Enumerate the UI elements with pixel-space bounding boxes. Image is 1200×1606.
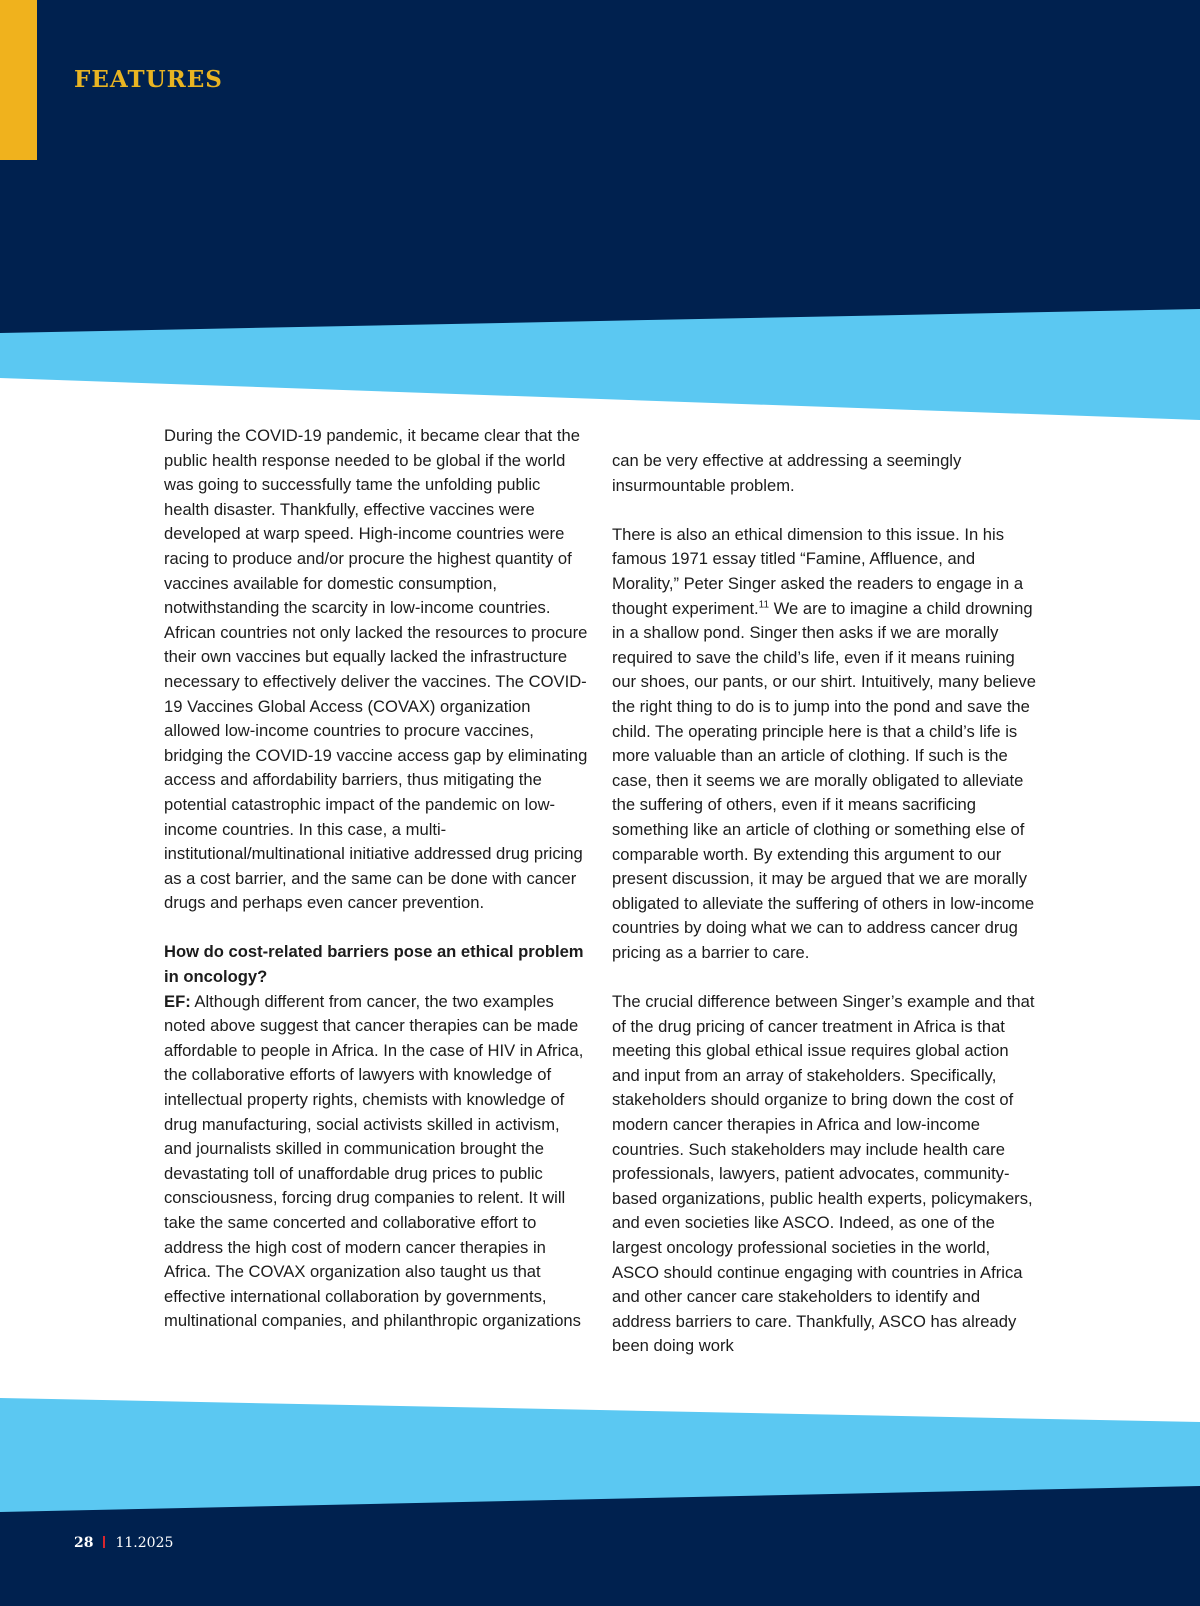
- interview-question: How do cost-related barriers pose an ethical problem in oncology?: [164, 942, 584, 987]
- gold-accent-bar: [0, 0, 37, 160]
- interview-answer: [164, 990, 589, 1334]
- body-paragraph: [612, 523, 1037, 966]
- answer-speaker-initials: EF:: [164, 991, 191, 1011]
- reference-superscript: 11: [758, 599, 770, 611]
- page-number: 28: [74, 1535, 94, 1551]
- issue-date: 11.2025: [115, 1535, 174, 1551]
- paragraph-text: There is also an ethical dimension to this issue. In his famous 1971 essay titled “Famine, Affluence, and Morality,” Peter Singer asked the readers to engage in a thought experiment.: [612, 524, 1024, 618]
- body-paragraph: During the COVID-19 pandemic, it became clear that the public health response needed to be global if the world was going to successfully tame the unfolding public health disaster. Thankfully, effective vaccines were developed at warp speed. High-income countries were racing to produce and/or procure the highest quantity of vaccines available for domestic consumption, notwithstanding the scarcity in low-income countries. African countries not only lacked the resources to procure their own vaccines but equally lacked the infrastructure necessary to effectively deliver the vaccines. The COVID-19 Vaccines Global Access (COVAX) organization allowed low-income countries to procure vaccines, bridging the COVID-19 vaccine access gap by eliminating access and affordability barriers, thus mitigating the potential catastrophic impact of the pandemic on low-income countries. In this case, a multi-institutional/multinational initiative addressed drug pricing as a cost barrier, and the same can be done with cancer drugs and perhaps even cancer prevention.: [164, 426, 588, 913]
- article-column-right: [612, 449, 1037, 1359]
- navy-header-band: [0, 0, 1200, 340]
- article-column-left: [164, 424, 589, 1334]
- section-label: FEATURES: [74, 66, 223, 93]
- page-folio: [74, 1535, 173, 1551]
- folio-divider: [103, 1536, 105, 1548]
- body-paragraph: The crucial difference between Singer’s example and that of the drug pricing of cancer treatment in Africa is that meeting this global ethical issue requires global action and input from an array of stakeholders. Specifically, stakeholders should organize to bring down the cost of modern cancer therapies in Africa and low-income countries. Such stakeholders may include health care professionals, lawyers, patient advocates, community-based organizations, public health experts, policymakers, and even societies like ASCO. Indeed, as one of the largest oncology professional societies in the world, ASCO should continue engaging with countries in Africa and other cancer care stakeholders to identify and address barriers to care. Thankfully, ASCO has already been doing work: [612, 992, 1035, 1356]
- paragraph-text: We are to imagine a child drowning in a shallow pond. Singer then asks if we are morally required to save the child’s life, even if it means ruining our shoes, our pants, or our shirt. Intuitively, many believe the right thing to do is to jump into the pond and save the child. The operating principle here is that a child’s life is more valuable than an article of clothing. If such is the case, then it seems we are morally obligated to alleviate the suffering of others, even if it means sacrificing something like an article of clothing or something else of comparable worth. By extending this argument to our present discussion, it may be argued that we are morally obligated to alleviate the suffering of others in low-income countries by doing what we can to address cancer drug pricing as a barrier to care.: [612, 598, 1036, 962]
- answer-text: Although different from cancer, the two examples noted above suggest that cancer therapies can be made affordable to people in Africa. In the case of HIV in Africa, the collaborative efforts of lawyers with knowledge of intellectual property rights, chemists with knowledge of drug manufacturing, social activists skilled in activism, and journalists skilled in communication brought the devastating toll of unaffordable drug prices to public consciousness, forcing drug companies to relent. It will take the same concerted and collaborative effort to address the high cost of modern cancer therapies in Africa. The COVAX organization also taught us that effective international collaboration by governments, multinational companies, and philanthropic organizations: [164, 991, 584, 1331]
- body-paragraph: can be very effective at addressing a seemingly insurmountable problem.: [612, 451, 962, 495]
